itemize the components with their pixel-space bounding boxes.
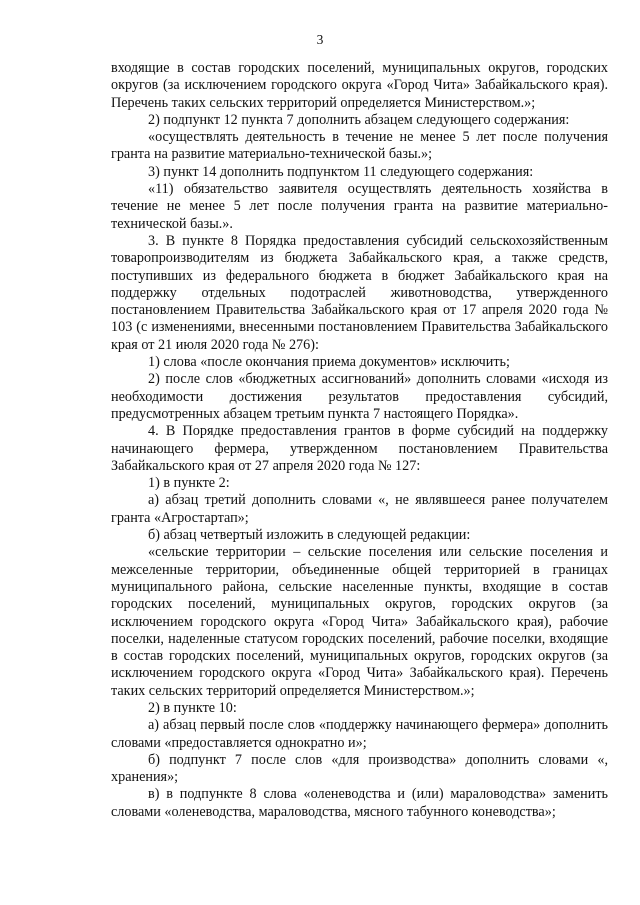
paragraph: а) абзац первый после слов «поддержку начинающего фермера» дополнить словами «предоставляется однократно и»; [111,717,608,751]
paragraph: 3. В пункте 8 Порядка предоставления субсидий сельскохозяйственным товаропроизводителям из бюджета Забайкальского края, а также средств, поступивших из федерального бюджета в бюджет Забайкальского края на поддержку отдельных подотраслей животноводства, утвержденного постановлением Правительства Забайкальского края от 17 апреля 2020 года № 103 (с изменениями, внесенными постановлением Правительства Забайкальского края от 21 июля 2020 года № 276): [111,232,608,353]
page-number: 3 [316,32,324,47]
paragraph: 2) в пункте 10: [148,699,237,716]
paragraph: 1) слова «после окончания приема документов» исключить; [148,354,510,371]
paragraph: б) подпункт 7 после слов «для производства» дополнить словами «, хранения»; [111,751,608,786]
paragraph: «сельские территории – сельские поселения или сельские поселения и межселенные территории, объединенные общей территорией в границах муниципального района, сельские населенные пункты, входящие в состав городских поселений, муниципальных округов, городских округов (за исключением городского округа «Город Чита» Забайкальского края), рабочие поселки, наделенные статусом городских поселений, рабочие поселки, входящие в состав городских поселений, муниципальных округов, городских округов (за исключением городского округа «Город Чита» Забайкальского края). Перечень таких сельских территорий определяется Министерством.»; [111,544,608,699]
document-body [111,60,608,821]
paragraph: а) абзац третий дополнить словами «, не являвшееся ранее получателем гранта «Агростартап»; [111,492,608,526]
paragraph: в) в подпункте 8 слова «оленеводства и (или) мараловодства» заменить словами «оленеводства, мараловодства, мясного табунного коневодства»; [111,786,608,820]
paragraph: «осуществлять деятельность в течение не менее 5 лет после получения гранта на развитие материально-технической базы.»; [111,129,608,163]
paragraph: 1) в пункте 2: [148,475,230,492]
paragraph: 2) после слов «бюджетных ассигнований» дополнить словами «исходя из необходимости достижения результатов предоставления субсидий, предусмотренных абзацем третьим пункта 7 настоящего Порядка». [111,371,608,422]
paragraph: 3) пункт 14 дополнить подпунктом 11 следующего содержания: [148,163,534,180]
paragraph: 2) подпункт 12 пункта 7 дополнить абзацем следующего содержания: [148,111,570,128]
paragraph: 4. В Порядке предоставления грантов в форме субсидий на поддержку начинающего фермера, утвержденном постановлением Правительства Забайкальского края от 27 апреля 2020 года № 127: [111,423,608,474]
paragraph: «11) обязательство заявителя осуществлять деятельность хозяйства в течение не менее 5 лет после получения гранта на развитие материально-технической базы.». [111,181,608,232]
paragraph: входящие в состав городских поселений, муниципальных округов, городских округов (за исключением городского округа «Город Чита» Забайкальского края). Перечень таких сельских территорий определяется Министерством.»; [111,60,608,111]
paragraph: б) абзац четвертый изложить в следующей редакции: [148,527,471,544]
